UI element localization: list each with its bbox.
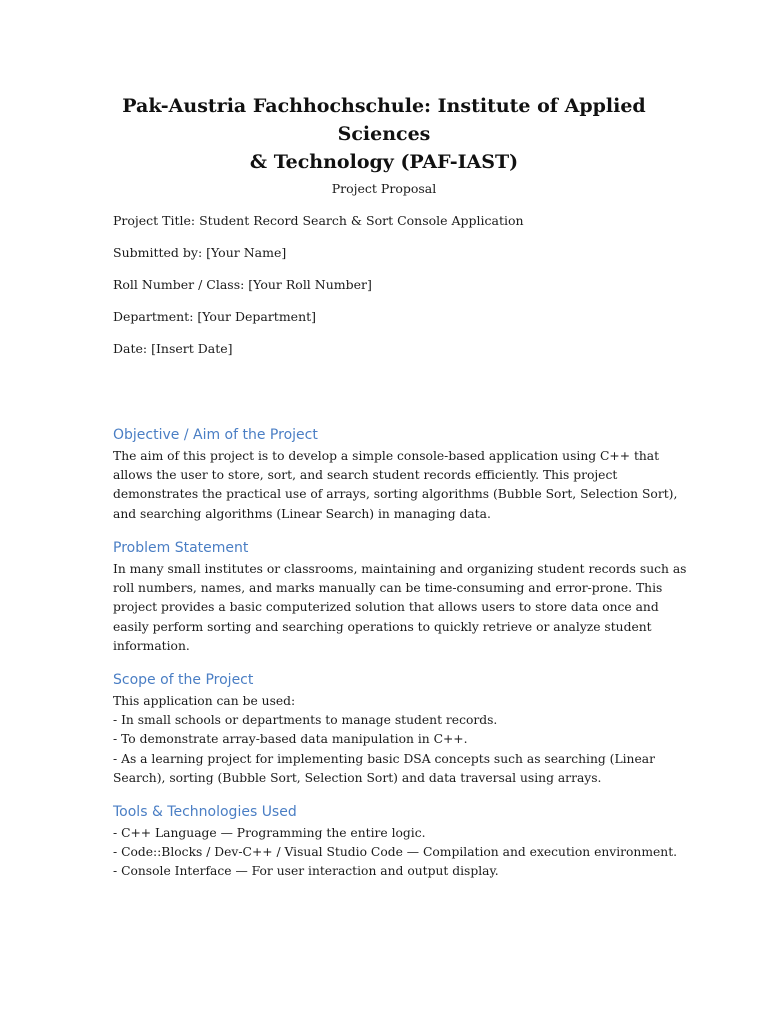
paragraph-line: Search), sorting (Bubble Sort, Selection Sort) and data traversal using arrays. bbox=[113, 770, 602, 785]
paragraph-line: - As a learning project for implementing basic DSA concepts such as searching (Linear bbox=[113, 751, 655, 766]
problem-heading: Problem Statement bbox=[113, 540, 249, 556]
paragraph-line: - C++ Language — Programming the entire logic. bbox=[113, 826, 426, 840]
scope-paragraph bbox=[113, 692, 658, 788]
scope-heading: Scope of the Project bbox=[113, 672, 254, 688]
tools-heading: Tools & Technologies Used bbox=[113, 804, 297, 820]
paragraph-line: In many small institutes or classrooms, maintaining and organizing student records such as bbox=[113, 562, 687, 576]
tools-paragraph bbox=[113, 824, 678, 882]
project-title: Project Title: Student Record Search & Sort Console Application bbox=[113, 213, 524, 228]
paragraph-line: - Code::Blocks / Dev-C++ / Visual Studio Code — Compilation and execution environment. bbox=[113, 845, 678, 860]
objective-paragraph bbox=[113, 447, 678, 524]
paragraph-line: roll numbers, names, and marks manually can be time-consuming and error-prone. This bbox=[113, 581, 663, 596]
institute-title bbox=[100, 92, 668, 176]
objective-heading: Objective / Aim of the Project bbox=[113, 427, 318, 443]
submitted-by: Submitted by: [Your Name] bbox=[113, 245, 287, 260]
paragraph-line: project provides a basic computerized solution that allows users to store data once and bbox=[113, 600, 659, 615]
date: Date: [Insert Date] bbox=[113, 341, 233, 356]
paragraph-line: allows the user to store, sort, and search student records efficiently. This project bbox=[113, 468, 618, 483]
department: Department: [Your Department] bbox=[113, 309, 317, 324]
paragraph-line: This application can be used: bbox=[113, 694, 296, 708]
paragraph-line: - To demonstrate array-based data manipulation in C++. bbox=[113, 732, 468, 747]
paragraph-line: - Console Interface — For user interaction and output display. bbox=[113, 864, 499, 879]
institute-title-line-2: & Technology (PAF-IAST) bbox=[249, 151, 519, 173]
proposal-label: Project Proposal bbox=[331, 181, 437, 196]
institute-title-line-1: Pak-Austria Fachhochschule: Institute of Applied Sciences bbox=[122, 95, 646, 145]
roll-class: Roll Number / Class: [Your Roll Number] bbox=[113, 277, 372, 292]
paragraph-line: - In small schools or departments to manage student records. bbox=[113, 713, 498, 728]
paragraph-line: easily perform sorting and searching operations to quickly retrieve or analyze student bbox=[113, 619, 652, 634]
paragraph-line: information. bbox=[113, 638, 190, 653]
paragraph-line: and searching algorithms (Linear Search) in managing data. bbox=[113, 506, 491, 521]
paragraph-line: demonstrates the practical use of arrays, sorting algorithms (Bubble Sort, Selection Sort), bbox=[113, 487, 678, 502]
problem-paragraph bbox=[113, 560, 687, 656]
paragraph-line: The aim of this project is to develop a simple console-based application using C++ that bbox=[113, 449, 660, 463]
